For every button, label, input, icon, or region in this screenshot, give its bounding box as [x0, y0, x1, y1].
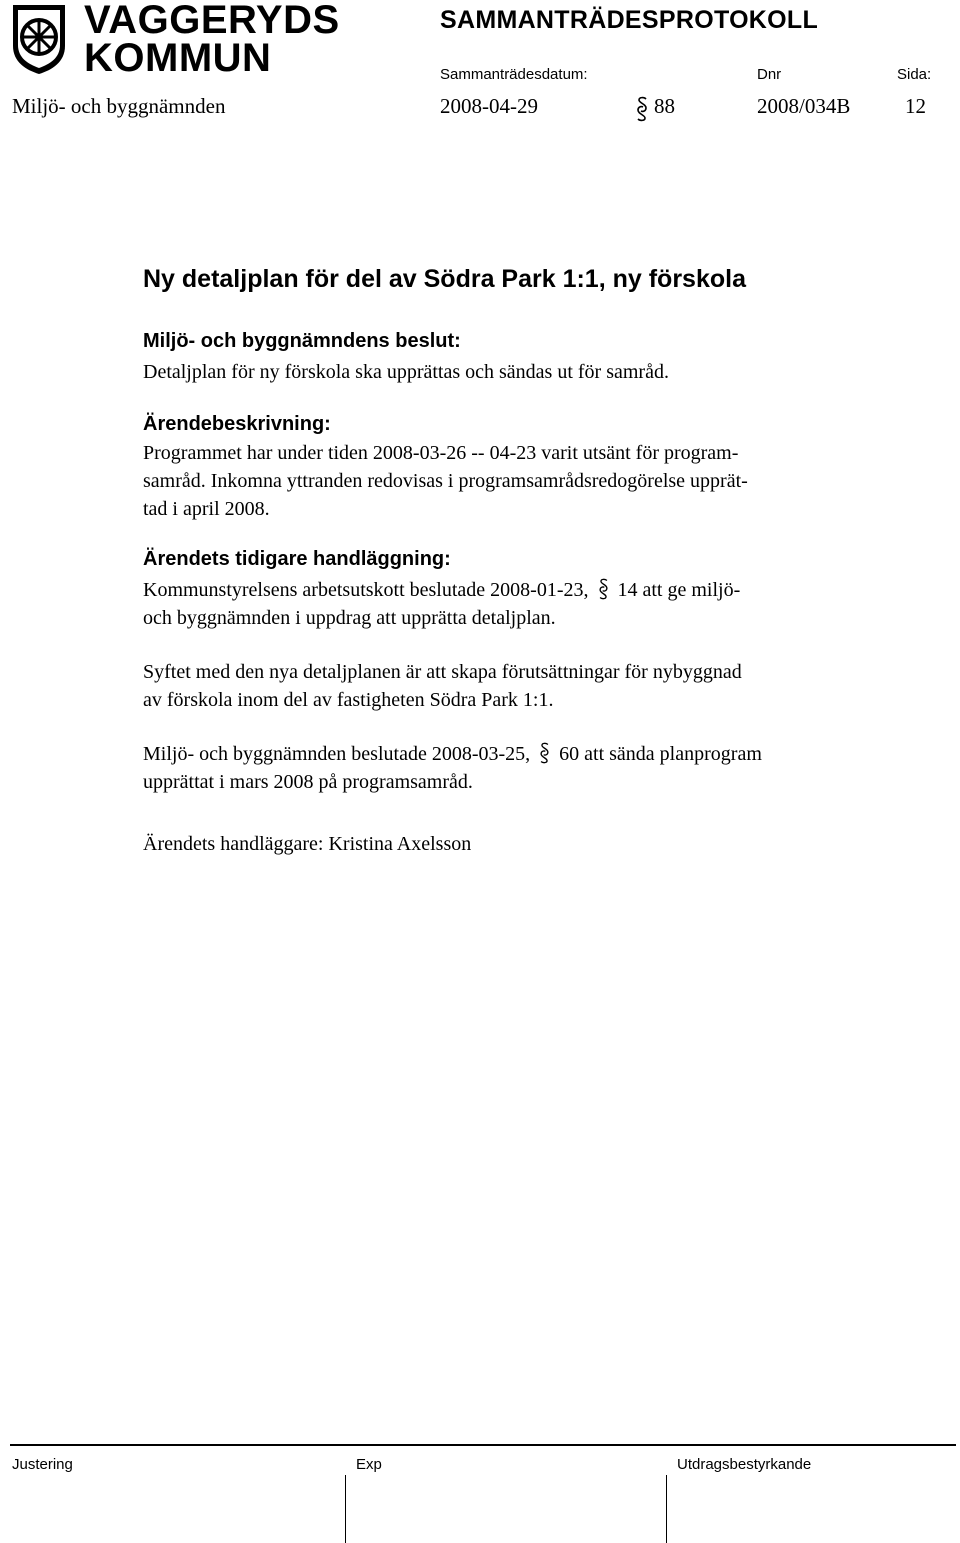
- decision-title: Miljö- och byggnämndens beslut:: [143, 330, 461, 352]
- purpose-line-1: Syftet med den nya detaljplanen är att skapa förutsättningar för nybyggnad: [143, 661, 742, 683]
- history-title: Ärendets tidigare handläggning:: [143, 548, 451, 570]
- page-label: Sida:: [897, 66, 932, 83]
- case-heading: Ny detaljplan för del av Södra Park 1:1, ny förskola: [143, 265, 746, 293]
- case-handler: Ärendets handläggare: Kristina Axelsson: [143, 833, 472, 855]
- document-title: SAMMANTRÄDESPROTOKOLL: [440, 6, 819, 34]
- footer-justering-label: Justering: [12, 1456, 73, 1473]
- board-decision-line-1-end: 60 att sända planprogram: [559, 743, 762, 765]
- purpose-line-2: av förskola inom del av fastigheten Södra Park 1:1.: [143, 689, 554, 711]
- section-sign-icon: [636, 96, 648, 122]
- meeting-date-label: Sammanträdesdatum:: [440, 66, 588, 83]
- history-line-1-start: Kommunstyrelsens arbetsutskott beslutade 2008-01-23,: [143, 579, 589, 601]
- section-sign-icon: [598, 578, 609, 600]
- description-title: Ärendebeskrivning:: [143, 413, 331, 435]
- footer-utdrag-label: Utdragsbestyrkande: [677, 1456, 812, 1473]
- municipality-coat-of-arms-icon: [10, 2, 68, 76]
- paragraph-number: 88: [654, 94, 675, 118]
- description-line-2: samråd. Inkomna yttranden redovisas i programsamrådsredogörelse upprät-: [143, 470, 748, 492]
- decision-text: Detaljplan för ny förskola ska upprättas och sändas ut för samråd.: [143, 361, 669, 383]
- page-number: 12: [905, 94, 926, 118]
- dnr-label: Dnr: [757, 66, 782, 83]
- board-decision-line-1: [143, 740, 762, 768]
- board-decision-line-1-start: Miljö- och byggnämnden beslutade 2008-03-25,: [143, 743, 531, 765]
- history-line-1-end: 14 att ge miljö-: [617, 579, 741, 601]
- history-line-1: [143, 576, 740, 604]
- description-line-1: Programmet har under tiden 2008-03-26 -- 04-23 varit utsänt för program-: [143, 442, 739, 464]
- brand-name-line1: VAGGERYDS: [84, 0, 340, 42]
- dnr-value: 2008/034B: [757, 94, 851, 118]
- footer-column-divider: [666, 1475, 667, 1543]
- description-line-3: tad i april 2008.: [143, 498, 270, 520]
- footer-divider: [10, 1444, 956, 1446]
- brand-name-line2: KOMMUN: [84, 36, 272, 80]
- board-decision-line-2: upprättat i mars 2008 på programsamråd.: [143, 771, 473, 793]
- section-sign-icon: [539, 742, 550, 764]
- committee-name: Miljö- och byggnämnden: [12, 94, 226, 118]
- meeting-date: 2008-04-29: [440, 94, 538, 118]
- footer-column-divider: [345, 1475, 346, 1543]
- footer-exp-label: Exp: [356, 1456, 382, 1473]
- history-line-2: och byggnämnden i uppdrag att upprätta detaljplan.: [143, 607, 556, 629]
